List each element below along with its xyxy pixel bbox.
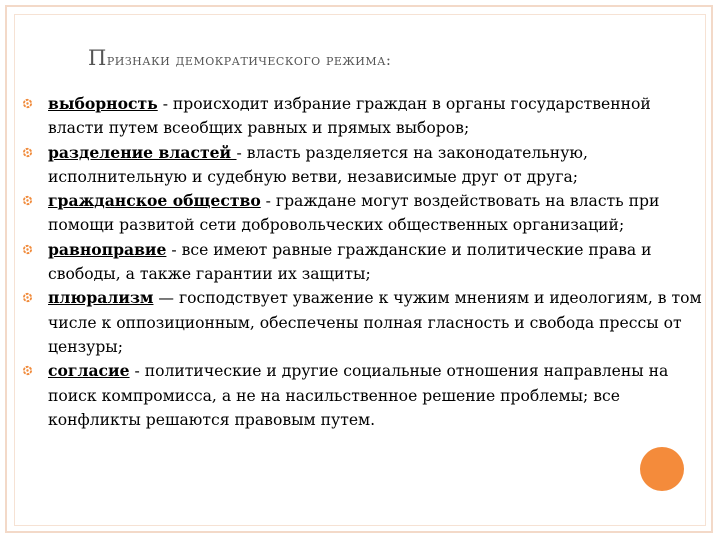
item-term: равноправие (48, 239, 167, 259)
item-term: плюрализм (48, 288, 154, 308)
list-item-separation-of-powers (22, 141, 702, 190)
list-item-civil-society (22, 189, 702, 238)
list-item-consensus (22, 359, 702, 432)
cog-bullet-icon (22, 292, 33, 303)
cog-bullet-icon (22, 147, 33, 158)
item-text: - политические и другие социальные отношения направлены на поиск компромисса, а не на насильственное решение проблемы; все конфликты решаются правовым путем. (48, 362, 669, 429)
slide-title (88, 46, 391, 70)
decorative-accent-circle (640, 447, 684, 491)
features-list (22, 92, 702, 432)
cog-bullet-icon (22, 98, 33, 109)
list-item-equality (22, 238, 702, 287)
title-first-letter: П (88, 46, 107, 70)
item-text: - все имеют равные гражданские и политические права и свободы, а также гарантии их защиты; (48, 240, 652, 284)
item-term: согласие (48, 361, 130, 381)
item-term: гражданское общество (48, 191, 261, 211)
cog-bullet-icon (22, 244, 33, 255)
item-text: — господствует уважение к чужим мнениям и идеологиям, в том числе к оппозиционным, обеспечены полная гласность и свобода прессы от цензуры; (48, 289, 702, 356)
item-term: выборность (48, 94, 158, 113)
cog-bullet-icon (22, 195, 33, 206)
list-item-electivity (22, 92, 702, 141)
list-item-pluralism (22, 286, 702, 359)
item-text: - происходит избрание граждан в органы государственной власти путем всеобщих равных и прямых выборов; (48, 95, 651, 138)
title-rest: ризнаки демократического режима: (106, 51, 392, 69)
item-term: разделение властей (48, 142, 237, 162)
cog-bullet-icon (22, 365, 33, 376)
item-text: - власть разделяется на законодательную, исполнительную и судебную ветви, независимые друг от друга; (48, 143, 588, 186)
item-text: - граждане могут воздействовать на власть при помощи развитой сети добровольческих общественных организаций; (48, 192, 660, 235)
